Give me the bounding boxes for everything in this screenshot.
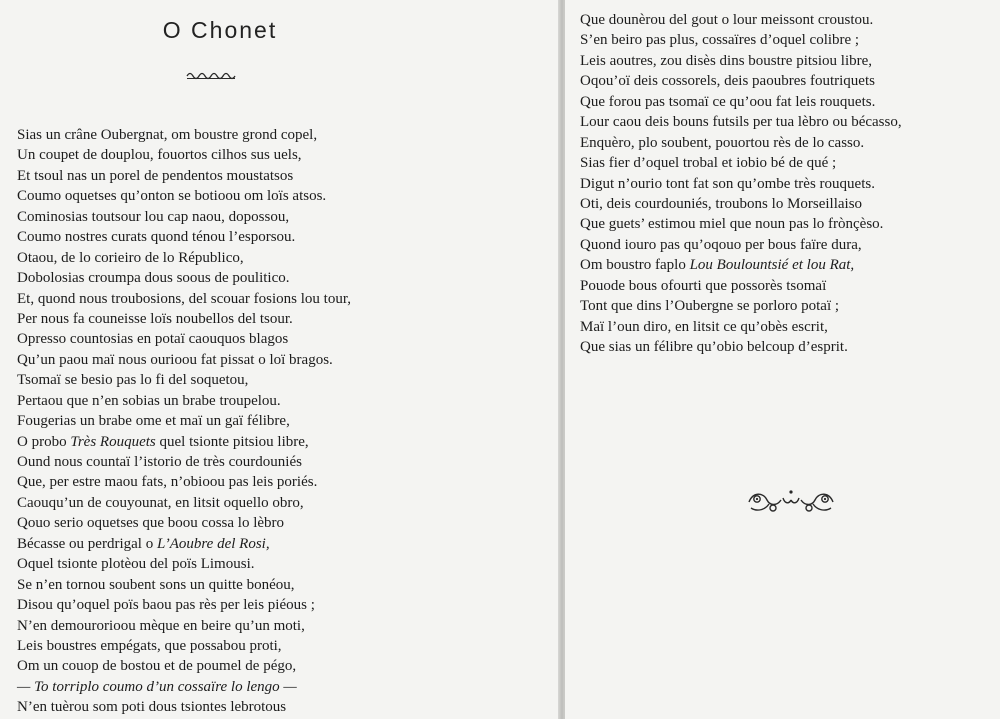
verse-line: Pertaou que n’en sobias un brabe troupelou. <box>17 392 281 409</box>
verse-line: N’en tuèrou som poti dous tsiontes lebrotous <box>17 699 287 716</box>
verse-line: Sias un crâne Oubergnat, om boustre grond copel, <box>17 127 318 143</box>
verse-line: Que forou pas tsomaï ce qu’oou fat leis rouquets. <box>580 93 876 110</box>
verse-line: N’en demourorioou mèque en beire qu’un moti, <box>17 617 305 634</box>
verse-italic-title: Très Rouquets <box>70 433 156 450</box>
verse-line: Pouode bous ofourti que possorès tsomaï <box>580 277 827 294</box>
verse-line: Cominosias toutsour lou cap naou, dopossou, <box>17 208 290 225</box>
verse-line: Que dounèrou del gout o lour meissont croustou. <box>580 12 874 28</box>
verse-italic-title: Lou Boulountsié et lou Rat, <box>689 257 855 274</box>
verse-line: Se n’en tornou soubent sons un quitte bonéou, <box>17 576 295 593</box>
verse-line <box>580 255 902 275</box>
verse-line <box>17 432 351 452</box>
verse-line: Un coupet de douplou, fouortos cilhos sus uels, <box>17 147 302 164</box>
title-flourish-ornament <box>186 70 236 80</box>
verse-line: Caouqu’un de couyounat, en litsit oquello obro, <box>17 494 304 511</box>
verse-text: O probo <box>17 433 71 450</box>
verse-line: Que sias un félibre qu’obio belcoup d’esprit. <box>580 339 848 355</box>
verse-line: Quond iouro pas qu’oqouo per bous faïre dura, <box>580 236 862 253</box>
verse-line: Que, per estre maou fats, n’obioou pas leis poriés. <box>17 474 318 491</box>
verse-line: Coumo nostres curats quond ténou l’esporsou. <box>17 229 296 246</box>
verse-line: Per nous fa couneisse loïs noubellos del tsour. <box>17 310 293 327</box>
verse-line: Leis aoutres, zou disès dins boustre pitsiou libre, <box>580 52 873 69</box>
right-page <box>564 0 1000 719</box>
verse-line: Qouo serio oquetses que boou cossa lo lèbro <box>17 515 285 532</box>
verse-line: Coumo oquetses qu’onton se botioou om loïs atsos. <box>17 188 327 205</box>
verse-line: Disou qu’oquel poïs baou pas rès per leis piéous ; <box>17 597 315 614</box>
verse-line: Lour caou deis bouns futsils per tua lèbro ou bécasso, <box>580 114 902 131</box>
verse-line: Dobolosias croumpa dous soous de poulitico. <box>17 270 290 287</box>
verse-line: Digut n’ourio tont fat son qu’ombe très rouquets. <box>580 175 875 192</box>
verse-line: Maï l’oun diro, en litsit ce qu’obès escrit, <box>580 318 828 335</box>
floral-end-ornament <box>745 486 837 516</box>
verse-italic-title: L’Aoubre del Rosi, <box>156 535 270 552</box>
verse-line: Et tsoul nas un porel de pendentos moustatsos <box>17 167 294 184</box>
verse-line: Oqou’oï deis cossorels, deis paoubres foutriquets <box>580 73 875 90</box>
verse-line: Que guets’ estimou miel que noun pas lo frònçèso. <box>580 216 884 233</box>
right-verse-list <box>580 10 902 357</box>
verse-line: Om un couop de bostou et de poumel de pégo, <box>17 658 297 675</box>
left-verse-list <box>17 125 351 718</box>
verse-text: quel tsionte pitsiou libre, <box>155 433 309 450</box>
verse-line: Fougerias un brabe ome et maï un gaï félibre, <box>17 413 290 430</box>
verse-line: Oti, deis courdouniés, troubons lo Morseillaiso <box>580 195 863 212</box>
verse-line: Qu’un paou maï nous ourioou fat pissat o loï bragos. <box>17 351 333 368</box>
verse-line: Otaou, de lo corieiro de lo Républico, <box>17 249 244 266</box>
verse-line: Enquèro, plo soubent, pouortou rès de lo casso. <box>580 134 865 151</box>
verse-line: Tsomaï se besio pas lo fi del soquetou, <box>17 372 249 389</box>
verse-line: Opresso countosias en potaï caouquos blagos <box>17 331 289 348</box>
verse-line: Ound nous countaï l’istorio de très courdouniés <box>17 454 302 470</box>
verse-line <box>17 677 351 697</box>
verse-line: S’en beiro pas plus, cossaïres d’oquel colibre ; <box>580 32 860 49</box>
verse-line: Leis boustres empégats, que possabou proti, <box>17 637 282 654</box>
verse-italic-title: — To torriplo coumo d’un cossaïre lo lengo — <box>17 678 297 695</box>
verse-line: Et, quond nous troubosions, del scouar fosions lou tour, <box>17 290 351 307</box>
verse-line: Sias fier d’oquel trobal et iobio bé de qué ; <box>580 155 837 172</box>
verse-text: Bécasse ou perdrigal o <box>17 535 157 552</box>
verse-line <box>17 534 351 554</box>
verse-line: Oquel tsionte plotèou del poïs Limousi. <box>17 556 255 573</box>
verse-line: Tont que dins l’Oubergne se porloro potaï ; <box>580 298 840 315</box>
poem-title: O Chonet <box>162 17 278 43</box>
verse-text: Om boustro faplo <box>580 257 690 274</box>
